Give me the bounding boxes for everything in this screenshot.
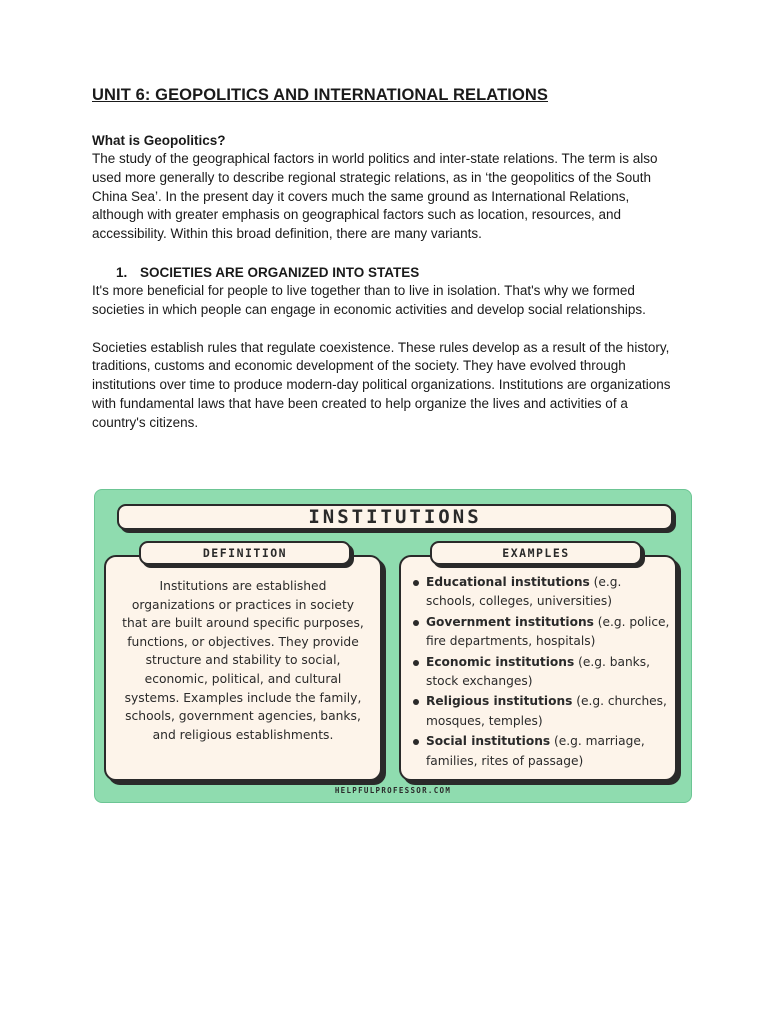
examples-tab-label: EXAMPLES	[502, 546, 570, 560]
definition-tab	[139, 541, 351, 565]
section-number: 1.	[116, 264, 128, 280]
example-detail: (e.g. churches, mosques, temples)	[426, 694, 667, 728]
list-item	[411, 573, 673, 612]
unit-title: UNIT 6: GEOPOLITICS AND INTERNATIONAL RELATIONS	[92, 86, 549, 104]
example-name: Government institutions	[426, 614, 594, 629]
definition-paragraph: The study of the geographical factors in world politics and inter-state relations. The term is also used more generally to describe regional strategic relations, as in ‘the geopolitics of the South China Sea’. In the present day it covers much the same ground as International Relations, although with greater emphasis on geographical factors such as location, resources, and accessibility. Within this broad definition, there are many variants.	[92, 151, 658, 242]
examples-panel	[399, 555, 677, 781]
infographic-banner	[117, 504, 673, 530]
list-item	[411, 732, 673, 771]
institutions-infographic	[94, 489, 692, 803]
examples-tab	[430, 541, 642, 565]
example-detail: (e.g. police, fire departments, hospitals)	[426, 614, 670, 649]
examples-list	[411, 573, 673, 772]
example-detail: (e.g. marriage, families, rites of passage)	[426, 734, 645, 768]
example-name: Economic institutions	[426, 654, 575, 669]
section-heading	[92, 263, 682, 282]
section-heading-text: SOCIETIES ARE ORGANIZED INTO STATES	[140, 264, 420, 280]
question-heading: What is Geopolitics?	[92, 133, 226, 148]
banner-title: INSTITUTIONS	[308, 506, 482, 528]
example-name: Religious institutions	[426, 694, 573, 709]
list-item	[411, 653, 673, 692]
definition-panel	[104, 555, 382, 781]
example-name: Educational institutions	[426, 575, 590, 589]
list-item	[411, 613, 673, 652]
section-paragraph-2: Societies establish rules that regulate coexistence. These rules develop as a result of the history, traditions, customs and economic development of the society. They have evolved through institutions over time to produce modern-day political organizations. Institutions are organizations with fundamental laws that have been created to help organize the lives and activities of a country's citizens.	[92, 339, 671, 430]
infographic-footer: HELPFULPROFESSOR.COM	[334, 786, 452, 795]
definition-tab-label: DEFINITION	[202, 546, 288, 560]
document-body	[92, 86, 682, 433]
section-paragraph-1: It's more beneficial for people to live together than to live in isolation. That's why we formed societies in which people can engage in economic activities and develop social relationships.	[92, 282, 646, 317]
definition-text: Institutions are established organizations or practices in society that are built around specific purposes, functions, or objectives. They provide structure and stability to social, economic, political, and cultural systems. Examples include the family, schools, government agencies, banks, and religious establishments.	[122, 579, 364, 742]
list-item	[411, 692, 673, 731]
example-detail: (e.g. banks, stock exchanges)	[426, 654, 650, 689]
example-name: Social institutions	[426, 734, 551, 749]
example-detail: (e.g. schools, colleges, universities)	[426, 575, 622, 609]
